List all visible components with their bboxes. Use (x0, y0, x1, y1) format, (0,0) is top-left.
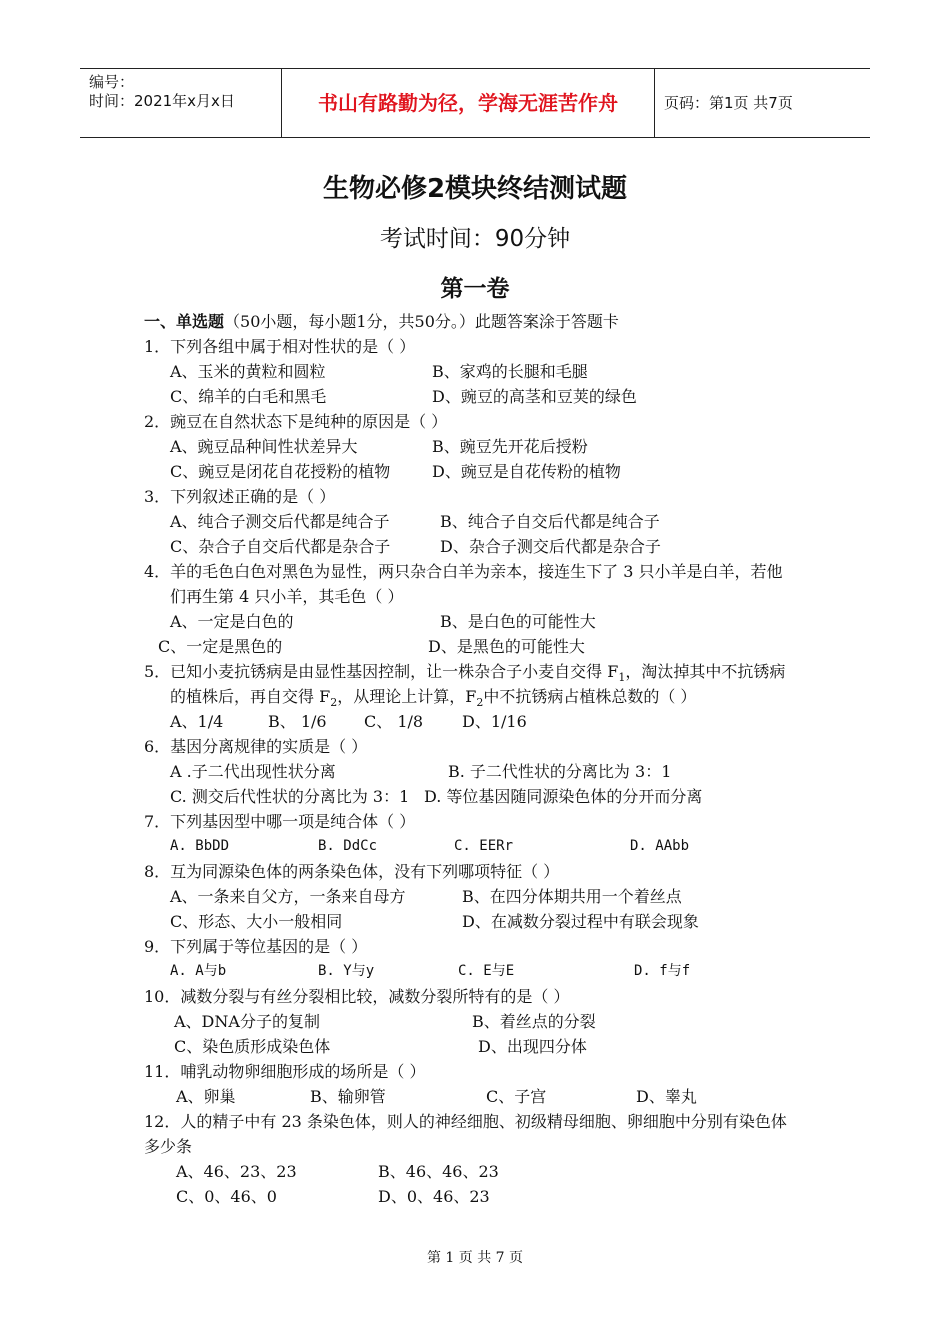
option-d: D、睾丸 (636, 1087, 697, 1106)
option-d: D、出现四分体 (478, 1037, 587, 1056)
option-c: C、子宫 (486, 1087, 547, 1106)
options-row (144, 609, 824, 634)
page-label: 页码：第1页 共7页 (664, 94, 793, 112)
q5-part: 中不抗锈病占植株总数的（ ） (483, 687, 697, 706)
option-b: B、46、46、23 (378, 1162, 499, 1181)
options-row (144, 1084, 824, 1109)
page-header (80, 68, 870, 138)
option-d: D. AAbb (630, 838, 690, 854)
options-row (144, 384, 824, 409)
question-list (144, 309, 824, 1209)
option-c: C、染色质形成染色体 (174, 1037, 331, 1056)
option-a: A、豌豆品种间性状差异大 (170, 437, 358, 456)
header-meta (80, 69, 282, 137)
question-2: 2．豌豆在自然状态下是纯种的原因是（ ） (144, 412, 448, 431)
option-b: B. 子二代性状的分离比为 3：1 (448, 762, 672, 781)
option-d: D. f与f (634, 963, 691, 979)
question-3: 3．下列叙述正确的是（ ） (144, 487, 336, 506)
options-row (144, 359, 824, 384)
question-12-cont: 多少条 (144, 1137, 193, 1156)
option-d: D、杂合子测交后代都是杂合子 (440, 537, 661, 556)
option-a: A. A与b (170, 963, 227, 979)
options-row (144, 959, 824, 984)
option-a: A、1/4 (170, 712, 224, 731)
question-10: 10．减数分裂与有丝分裂相比较，减数分裂所特有的是（ ） (144, 987, 570, 1006)
q5-sub: 1 (618, 671, 626, 685)
option-b: B、着丝点的分裂 (472, 1012, 596, 1031)
option-d: D. 等位基因随同源染色体的分开而分离 (424, 787, 703, 806)
option-d: D、在减数分裂过程中有联会现象 (462, 912, 699, 931)
document-title: 生物必修2模块终结测试题 (322, 174, 628, 204)
header-motto-cell (282, 69, 655, 137)
section-desc: （50小题，每小题1分，共50分。）此题答案涂于答题卡 (224, 312, 619, 331)
question-8: 8．互为同源染色体的两条染色体，没有下列哪项特征（ ） (144, 862, 560, 881)
options-row (144, 709, 824, 734)
option-b: B、纯合子自交后代都是纯合子 (440, 512, 660, 531)
option-a: A、玉米的黄粒和圆粒 (170, 362, 326, 381)
q5-sub: 2 (476, 696, 484, 710)
option-a: A、一定是白色的 (170, 612, 294, 631)
question-9: 9．下列属于等位基因的是（ ） (144, 937, 368, 956)
options-row (144, 834, 824, 859)
header-motto: 书山有路勤为径，学海无涯苦作舟 (318, 91, 618, 115)
option-b: B、 1/6 (268, 712, 327, 731)
option-a: A. BbDD (170, 838, 230, 854)
option-b: B、在四分体期共用一个着丝点 (462, 887, 682, 906)
option-a: A、DNA分子的复制 (174, 1012, 320, 1031)
q5-sub: 2 (330, 696, 338, 710)
option-d: D、豌豆是自花传粉的植物 (432, 462, 621, 481)
section-name: 一、单选题 (144, 312, 225, 331)
q5-part: ，淘汰掉其中不抗锈病 (625, 662, 786, 681)
option-d: D、0、46、23 (378, 1187, 490, 1206)
option-a: A、卵巢 (176, 1087, 236, 1106)
option-b: B、家鸡的长腿和毛腿 (432, 362, 588, 381)
question-4-cont: 们再生第 4 只小羊，其毛色（ ） (170, 587, 404, 606)
option-d: D、是黑色的可能性大 (428, 637, 585, 656)
question-6: 6．基因分离规律的实质是（ ） (144, 737, 368, 756)
option-d: D、1/16 (462, 712, 527, 731)
options-row (144, 634, 824, 659)
option-c: C、杂合子自交后代都是杂合子 (170, 537, 391, 556)
time-label: 时间：2021年x月x日 (89, 92, 235, 110)
option-b: B、豌豆先开花后授粉 (432, 437, 588, 456)
question-5-cont (144, 684, 824, 709)
option-b: B、输卵管 (310, 1087, 386, 1106)
option-a: A、一条来自父方，一条来自母方 (170, 887, 406, 906)
question-11: 11．哺乳动物卵细胞形成的场所是（ ） (144, 1062, 426, 1081)
exam-duration: 考试时间：90分钟 (379, 226, 571, 252)
options-row (144, 434, 824, 459)
number-label: 编号： (89, 73, 135, 91)
option-a: A、纯合子测交后代都是纯合子 (170, 512, 390, 531)
option-d: D、豌豆的高茎和豆荚的绿色 (432, 387, 637, 406)
options-row (144, 884, 824, 909)
option-c: C、绵羊的白毛和黑毛 (170, 387, 327, 406)
question-12: 12．人的精子中有 23 条染色体，则人的神经细胞、初级精母细胞、卵细胞中分别有染色体 (144, 1112, 787, 1131)
q5-part: 的植株后，再自交得 F (170, 687, 331, 706)
question-7: 7．下列基因型中哪一项是纯合体（ ） (144, 812, 416, 831)
option-b: B. Y与y (318, 963, 375, 979)
option-b: B、是白色的可能性大 (440, 612, 596, 631)
options-row (144, 784, 824, 809)
question-4: 4．羊的毛色白色对黑色为显性，两只杂合白羊为亲本，接连生下了 3 只小羊是白羊，若他 (144, 562, 783, 581)
options-row (144, 909, 824, 934)
options-row (144, 1159, 824, 1184)
option-a: A .子二代出现性状分离 (170, 762, 336, 781)
q5-part: 5．已知小麦抗锈病是由显性基因控制，让一株杂合子小麦自交得 F (144, 662, 619, 681)
question-1: 1．下列各组中属于相对性状的是（ ） (144, 337, 416, 356)
option-c: C、一定是黑色的 (158, 637, 283, 656)
options-row (144, 1184, 824, 1209)
option-c: C、0、46、0 (176, 1187, 277, 1206)
options-row (144, 1009, 824, 1034)
option-c: C、豌豆是闭花自花授粉的植物 (170, 462, 391, 481)
question-5 (144, 659, 824, 684)
option-c: C. E与E (458, 963, 515, 979)
option-c: C. EERr (454, 838, 514, 854)
section-heading (144, 309, 824, 334)
volume-heading: 第一卷 (440, 276, 510, 302)
option-c: C. 测交后代性状的分离比为 3：1 (170, 787, 410, 806)
options-row (144, 1034, 824, 1059)
options-row (144, 759, 824, 784)
option-b: B. DdCc (318, 838, 378, 854)
q5-part: ，从理论上计算，F (337, 687, 477, 706)
options-row (144, 534, 824, 559)
options-row (144, 509, 824, 534)
option-a: A、46、23、23 (176, 1162, 297, 1181)
options-row (144, 459, 824, 484)
option-c: C、 1/8 (364, 712, 424, 731)
option-c: C、形态、大小一般相同 (170, 912, 343, 931)
page-footer: 第 1 页 共 7 页 (426, 1250, 524, 1266)
